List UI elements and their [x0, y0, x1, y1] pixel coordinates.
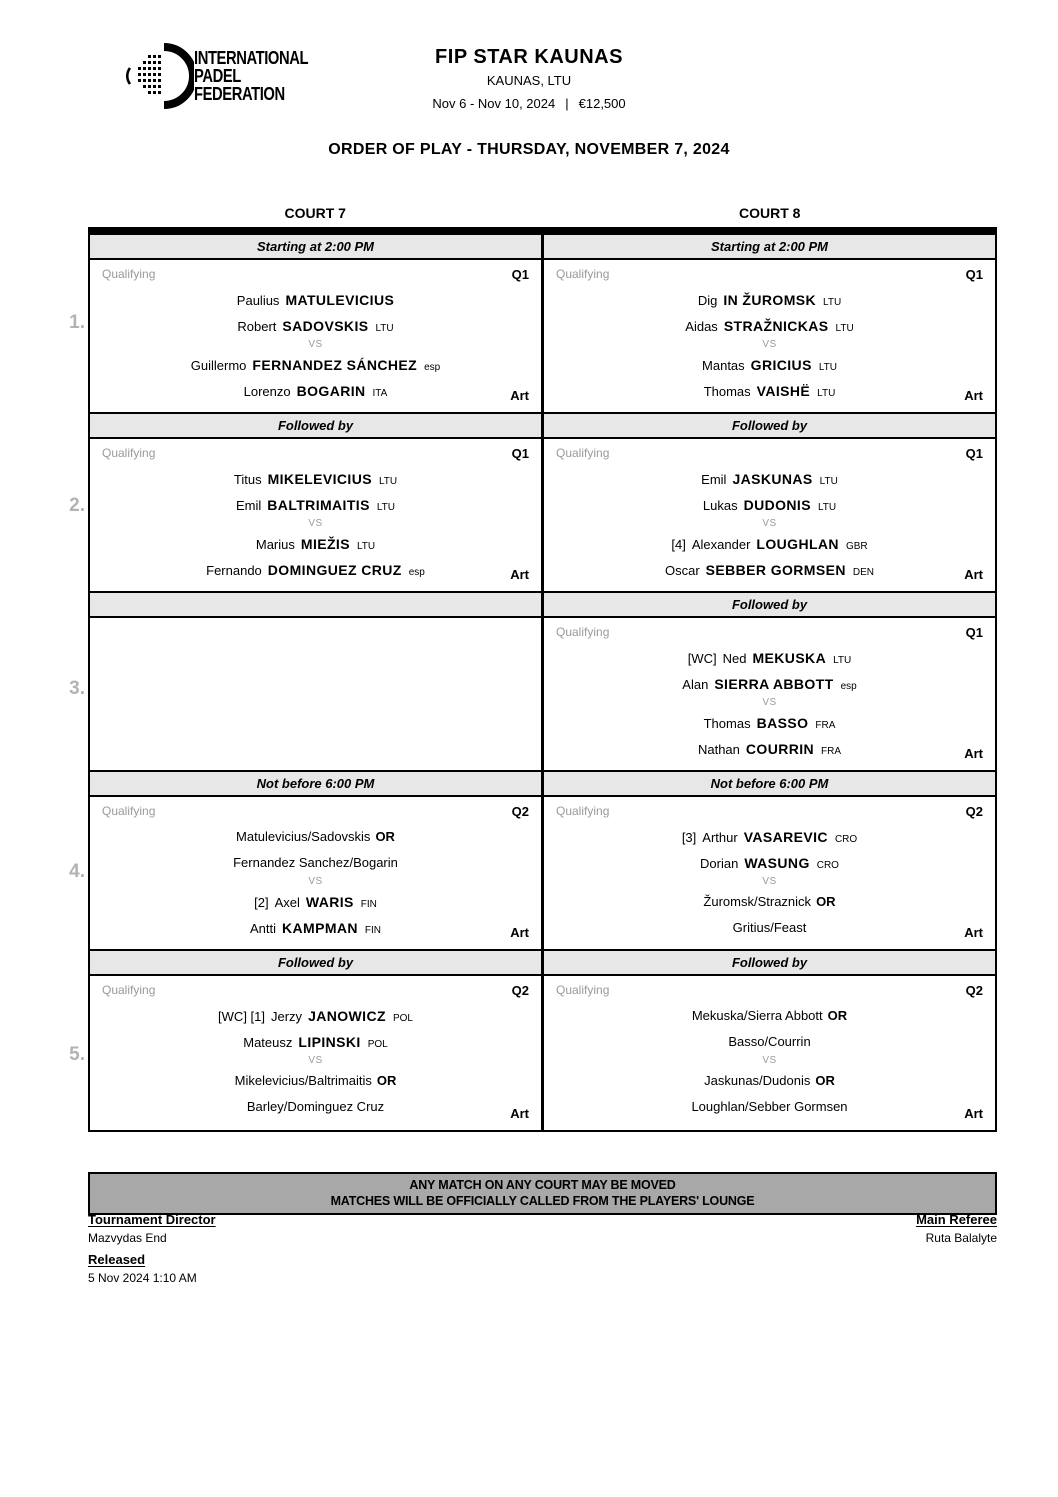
match-cell: [544, 439, 995, 593]
court-8-label: COURT 8: [739, 205, 801, 221]
court-labels: [88, 205, 997, 221]
country-code: LTU: [818, 362, 837, 373]
team-line: [102, 1068, 529, 1094]
team-line: [556, 1003, 983, 1029]
player-last-name: VASAREVIC: [743, 829, 828, 845]
category-label: Qualifying: [102, 804, 156, 818]
vs-separator: VS: [308, 518, 323, 529]
category-label: Qualifying: [102, 446, 156, 460]
player-line: [556, 645, 983, 671]
player-last-name: LIPINSKI: [298, 1034, 361, 1050]
country-code: LTU: [376, 502, 395, 513]
country-code: FRA: [815, 720, 836, 731]
player-line: [102, 492, 529, 518]
tournament-director-name: Mazvydas End: [88, 1231, 167, 1245]
round-label: Q1: [965, 625, 983, 640]
or-label: OR: [375, 829, 395, 844]
match-cell: [544, 976, 995, 1130]
player-first-name: Alexander: [691, 537, 751, 552]
team-line: [102, 1094, 529, 1120]
country-code: LTU: [833, 655, 852, 666]
player-last-name: WARIS: [305, 894, 354, 910]
row-number: 1.: [69, 312, 85, 333]
country-code: FIN: [360, 899, 377, 910]
player-last-name: MIEŽIS: [300, 536, 350, 552]
player-last-name: BOGARIN: [296, 383, 366, 399]
player-last-name: JASKUNAS: [732, 471, 813, 487]
match-lines: [556, 287, 983, 404]
player-line: [102, 287, 529, 313]
row-number: 4.: [69, 861, 85, 882]
team-names: Barley/Dominguez Cruz: [246, 1099, 385, 1114]
released-label: Released: [88, 1252, 146, 1267]
player-line: [556, 557, 983, 583]
tournament-director-label: Tournament Director: [88, 1212, 216, 1227]
round-label: Q1: [965, 446, 983, 461]
team-line: [556, 1029, 983, 1055]
court-7-label: COURT 7: [284, 205, 346, 221]
player-last-name: IN ŽUROMSK: [723, 292, 817, 308]
player-line: [556, 352, 983, 378]
main-referee-label: Main Referee: [916, 1212, 997, 1227]
vs-separator: VS: [762, 518, 777, 529]
or-label: OR: [376, 1073, 397, 1088]
player-first-name: Emil: [701, 472, 727, 487]
tournament-title: FIP STAR KAUNAS: [435, 46, 623, 68]
match-cell-header: [556, 983, 983, 998]
country-code: LTU: [817, 502, 837, 513]
vs-separator: VS: [308, 876, 323, 887]
player-last-name: KAMPMAN: [282, 920, 358, 936]
match-cell-header: [102, 267, 529, 282]
match-cell: [90, 976, 541, 1130]
player-line: [102, 313, 529, 339]
player-line: [102, 531, 529, 557]
round-label: Q2: [511, 804, 529, 819]
time-band: Not before 6:00 PM: [90, 772, 541, 797]
team-names: Basso/Courrin: [728, 1034, 811, 1049]
match-cell-header: [102, 983, 529, 998]
match-cell: [90, 439, 541, 593]
category-label: Qualifying: [556, 804, 610, 818]
time-band: [90, 593, 541, 618]
country-code: LTU: [819, 476, 838, 487]
match-lines: [556, 1003, 983, 1120]
match-lines: [102, 1003, 529, 1120]
player-last-name: SIERRA ABBOTT: [714, 676, 834, 692]
time-band: Followed by: [90, 951, 541, 976]
round-label: Q1: [965, 267, 983, 282]
player-last-name: MATULEVICIUS: [285, 292, 395, 308]
note-label: Art: [964, 746, 983, 761]
player-first-name: Oscar: [665, 563, 700, 578]
country-code: LTU: [817, 388, 836, 399]
match-cell-header: [556, 625, 983, 640]
match-cell: [544, 618, 995, 772]
player-last-name: FERNANDEZ SÁNCHEZ: [252, 357, 418, 373]
player-last-name: DOMINGUEZ CRUZ: [267, 562, 402, 578]
match-lines: [102, 287, 529, 404]
country-code: GBR: [845, 541, 868, 552]
match-lines: [556, 645, 983, 762]
note-label: Art: [964, 1106, 983, 1121]
player-line: [556, 710, 983, 736]
match-cell-header: [102, 804, 529, 819]
round-label: Q1: [511, 446, 529, 461]
player-first-name: Dig: [697, 293, 718, 308]
player-last-name: SADOVSKIS: [282, 318, 369, 334]
note-label: Art: [964, 388, 983, 403]
time-band: Followed by: [544, 593, 995, 618]
match-lines: [102, 824, 529, 941]
country-code: esp: [840, 681, 857, 692]
team-names: Fernandez Sanchez/Bogarin: [233, 855, 398, 870]
match-cell-header: [556, 267, 983, 282]
time-band: Starting at 2:00 PM: [544, 235, 995, 260]
released-block: [88, 1252, 197, 1285]
country-code: LTU: [356, 541, 376, 552]
team-names: Gritius/Feast: [732, 920, 807, 935]
player-first-name: Arthur: [702, 830, 738, 845]
main-referee-block: [916, 1212, 997, 1245]
vs-separator: VS: [762, 1055, 777, 1066]
seed-prefix: [WC]: [687, 651, 717, 666]
seed-prefix: [3]: [681, 830, 697, 845]
player-first-name: Fernando: [206, 563, 262, 578]
category-label: Qualifying: [102, 983, 156, 997]
tournament-dates-prize: Nov 6 - Nov 10, 2024 | €12,500: [432, 96, 626, 111]
player-first-name: Axel: [274, 895, 300, 910]
note-label: Art: [510, 925, 529, 940]
country-code: esp: [424, 362, 441, 373]
time-band: Followed by: [90, 414, 541, 439]
player-first-name: Dorian: [700, 856, 739, 871]
player-first-name: Titus: [233, 472, 262, 487]
vs-separator: VS: [762, 876, 777, 887]
category-label: Qualifying: [102, 267, 156, 281]
team-line: [556, 889, 983, 915]
player-line: [556, 850, 983, 876]
player-first-name: Marius: [255, 537, 295, 552]
player-first-name: Paulius: [236, 293, 280, 308]
released-value: 5 Nov 2024 1:10 AM: [88, 1271, 197, 1285]
note-label: Art: [964, 567, 983, 582]
player-first-name: Alan: [682, 677, 709, 692]
player-line: [556, 287, 983, 313]
vs-separator: VS: [308, 1055, 323, 1066]
country-code: POL: [367, 1039, 388, 1050]
player-last-name: JANOWICZ: [308, 1008, 386, 1024]
round-label: Q2: [965, 983, 983, 998]
player-last-name: MIKELEVICIUS: [267, 471, 372, 487]
player-last-name: SEBBER GORMSEN: [705, 562, 846, 578]
seed-prefix: [4]: [671, 537, 686, 552]
player-first-name: Robert: [237, 319, 277, 334]
player-last-name: LOUGHLAN: [756, 536, 839, 552]
country-code: LTU: [375, 323, 394, 334]
country-code: FIN: [364, 925, 382, 936]
player-line: [102, 915, 529, 941]
note-label: Art: [510, 1106, 529, 1121]
match-cell: [90, 260, 541, 414]
team-line: [556, 1094, 983, 1120]
separator: |: [565, 96, 569, 111]
player-first-name: Antti: [249, 921, 276, 936]
tournament-director-block: [88, 1212, 216, 1245]
player-last-name: VAISHË: [756, 383, 811, 399]
note-label: Art: [964, 925, 983, 940]
notice-banner: [88, 1172, 997, 1215]
row-number: 2.: [69, 495, 85, 516]
or-label: OR: [816, 894, 836, 909]
player-first-name: Nathan: [697, 742, 740, 757]
notice-line-2: MATCHES WILL BE OFFICIALLY CALLED FROM THE PLAYERS' LOUNGE: [330, 1194, 755, 1208]
player-last-name: COURRIN: [745, 741, 815, 757]
vs-separator: VS: [762, 697, 777, 708]
team-names: Žuromsk/Straznick: [703, 894, 812, 909]
player-last-name: BASSO: [756, 715, 809, 731]
player-first-name: Lorenzo: [243, 384, 291, 399]
player-line: [102, 1029, 529, 1055]
country-code: LTU: [378, 476, 398, 487]
player-first-name: Guillermo: [190, 358, 247, 373]
or-label: OR: [815, 1073, 835, 1088]
round-label: Q1: [511, 267, 529, 282]
player-last-name: GRICIUS: [750, 357, 812, 373]
team-names: Loughlan/Sebber Gormsen: [691, 1099, 848, 1114]
player-line: [102, 378, 529, 404]
player-last-name: BALTRIMAITIS: [267, 497, 370, 513]
player-line: [102, 557, 529, 583]
empty-cell: [90, 618, 541, 772]
country-code: CRO: [834, 834, 858, 845]
match-cell-header: [102, 446, 529, 461]
player-line: [102, 352, 529, 378]
team-names: Matulevicius/Sadovskis: [236, 829, 371, 844]
round-label: Q2: [965, 804, 983, 819]
match-cell: [544, 260, 995, 414]
country-code: POL: [392, 1013, 413, 1024]
team-line: [102, 850, 529, 876]
player-first-name: Mateusz: [243, 1035, 293, 1050]
country-code: FRA: [821, 746, 842, 757]
category-label: Qualifying: [556, 267, 610, 281]
player-line: [556, 736, 983, 762]
player-line: [102, 1003, 529, 1029]
match-cell: [90, 797, 541, 951]
player-first-name: Thomas: [703, 384, 751, 399]
time-band: Starting at 2:00 PM: [90, 235, 541, 260]
player-first-name: Lukas: [702, 498, 738, 513]
player-line: [556, 378, 983, 404]
player-last-name: DUDONIS: [743, 497, 811, 513]
team-line: [556, 1068, 983, 1094]
tournament-header: [0, 46, 1058, 111]
team-line: [556, 915, 983, 941]
country-code: esp: [408, 567, 425, 578]
time-band: Not before 6:00 PM: [544, 772, 995, 797]
match-cell-header: [556, 446, 983, 461]
player-first-name: Emil: [236, 498, 262, 513]
player-line: [556, 531, 983, 557]
seed-prefix: [2]: [254, 895, 269, 910]
player-first-name: Mantas: [702, 358, 745, 373]
player-first-name: Jerzy: [271, 1009, 303, 1024]
country-code: CRO: [816, 860, 839, 871]
match-lines: [102, 466, 529, 583]
category-label: Qualifying: [556, 983, 610, 997]
tournament-location: KAUNAS, LTU: [486, 73, 572, 88]
player-last-name: MEKUSKA: [752, 650, 827, 666]
row-number: 5.: [69, 1044, 85, 1065]
player-line: [556, 466, 983, 492]
or-label: OR: [827, 1008, 848, 1023]
team-names: Jaskunas/Dudonis: [704, 1073, 811, 1088]
time-band: Followed by: [544, 951, 995, 976]
team-names: Mekuska/Sierra Abbott: [691, 1008, 823, 1023]
vs-separator: VS: [762, 339, 777, 350]
main-referee-name: Ruta Balalyte: [925, 1231, 997, 1245]
country-code: LTU: [835, 323, 854, 334]
player-line: [102, 466, 529, 492]
match-lines: [556, 824, 983, 941]
player-line: [556, 313, 983, 339]
note-label: Art: [510, 388, 529, 403]
player-first-name: Ned: [722, 651, 747, 666]
country-code: LTU: [823, 297, 842, 308]
player-last-name: STRAŽNICKAS: [723, 318, 829, 334]
country-code: ITA: [372, 388, 388, 399]
country-code: DEN: [852, 567, 874, 578]
player-last-name: WASUNG: [744, 855, 810, 871]
team-line: [102, 824, 529, 850]
player-line: [556, 824, 983, 850]
time-band: Followed by: [544, 414, 995, 439]
vs-separator: VS: [308, 339, 323, 350]
category-label: Qualifying: [556, 625, 610, 639]
schedule-table: [88, 227, 997, 1132]
player-line: [556, 492, 983, 518]
note-label: Art: [510, 567, 529, 582]
player-line: [556, 671, 983, 697]
round-label: Q2: [511, 983, 529, 998]
match-cell-header: [556, 804, 983, 819]
team-names: Mikelevicius/Baltrimaitis: [234, 1073, 372, 1088]
notice-line-1: ANY MATCH ON ANY COURT MAY BE MOVED: [409, 1178, 676, 1192]
row-number: 3.: [69, 678, 85, 699]
seed-prefix: [WC] [1]: [218, 1009, 265, 1024]
match-cell: [544, 797, 995, 951]
player-line: [102, 889, 529, 915]
player-first-name: Aidas: [685, 319, 718, 334]
category-label: Qualifying: [556, 446, 610, 460]
player-first-name: Thomas: [703, 716, 751, 731]
ipf-logo-text: INTERNATIONAL PADEL FEDERATION: [194, 48, 309, 104]
match-lines: [556, 466, 983, 583]
order-of-play-title: ORDER OF PLAY - THURSDAY, NOVEMBER 7, 2024: [328, 141, 730, 158]
